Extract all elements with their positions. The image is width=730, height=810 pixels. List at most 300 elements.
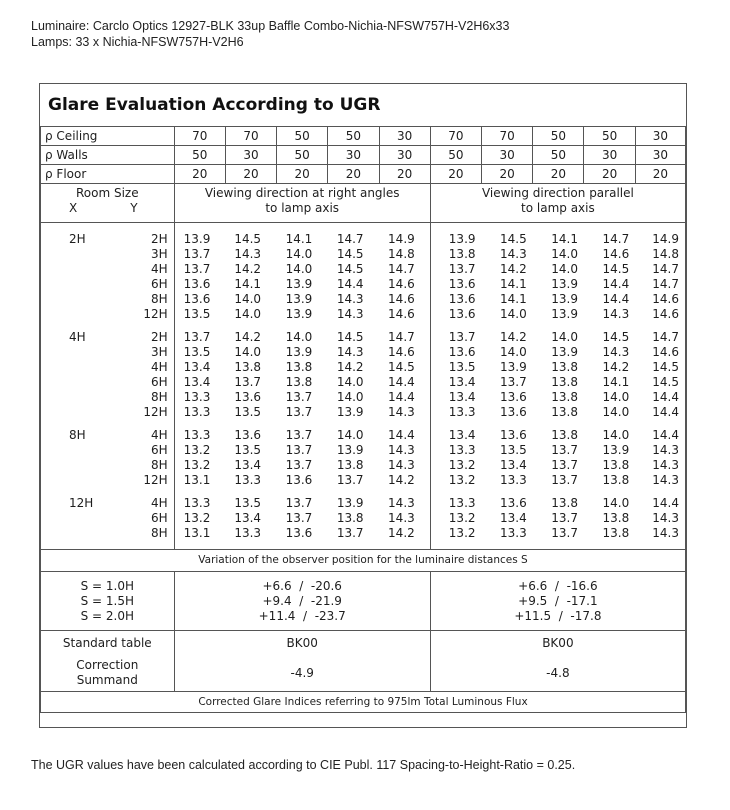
ugr-value: 13.9 xyxy=(551,307,578,321)
room-y-value: 12H xyxy=(143,307,168,321)
ugr-value: 13.5 xyxy=(234,443,262,457)
room-y-value: 12H xyxy=(143,473,168,487)
standard-right: BK00 xyxy=(174,631,430,656)
ugr-value: 13.9 xyxy=(448,232,476,246)
ugr-value: 13.5 xyxy=(500,443,527,457)
ugr-value: 13.3 xyxy=(234,473,262,487)
ugr-value-column xyxy=(533,490,584,550)
ugr-value: 13.9 xyxy=(500,360,527,374)
ugr-value-column xyxy=(225,422,276,490)
ugr-value: 13.7 xyxy=(551,526,578,540)
ugr-value: 13.6 xyxy=(448,292,476,306)
ugr-value: 13.7 xyxy=(336,473,364,487)
ugr-value: 14.0 xyxy=(500,307,527,321)
ugr-value: 14.0 xyxy=(500,345,527,359)
ugr-value: 13.3 xyxy=(500,526,527,540)
ugr-value: 14.9 xyxy=(388,232,415,246)
ugr-value: 14.0 xyxy=(602,405,630,419)
rho-walls-value: 30 xyxy=(328,146,379,165)
room-y-cell xyxy=(127,324,174,422)
ugr-value: 13.6 xyxy=(234,428,262,442)
ugr-value: 14.0 xyxy=(234,345,262,359)
ugr-value: 13.6 xyxy=(500,405,527,419)
ugr-value: 13.8 xyxy=(551,496,578,510)
ugr-table-frame xyxy=(39,83,687,728)
ugr-value: 13.8 xyxy=(551,405,578,419)
ugr-value-column xyxy=(584,490,635,550)
ugr-value-column xyxy=(430,490,481,550)
luminaire-line: Luminaire: Carclo Optics 12927-BLK 33up Baffle Combo-Nichia-NFSW757H-V2H6x33 xyxy=(31,19,510,33)
ugr-value: 13.4 xyxy=(234,511,262,525)
rho-walls-value: 50 xyxy=(430,146,481,165)
ugr-value: 13.5 xyxy=(448,360,476,374)
spacing-label: S = 2.0H xyxy=(80,608,135,623)
ugr-value: 14.3 xyxy=(388,511,415,525)
flux-note-row xyxy=(41,692,686,713)
ugr-value: 13.1 xyxy=(183,526,211,540)
ugr-value: 13.4 xyxy=(448,428,476,442)
ugr-value: 14.0 xyxy=(602,428,630,442)
ugr-value-column xyxy=(277,490,328,550)
ugr-value: 14.0 xyxy=(336,390,364,404)
ugr-value: 13.2 xyxy=(448,511,476,525)
ugr-value-column xyxy=(174,422,225,490)
ugr-value: 14.4 xyxy=(602,277,630,291)
ugr-value-column xyxy=(584,422,635,490)
ugr-value: 14.3 xyxy=(652,443,679,457)
ugr-value: 13.7 xyxy=(285,405,313,419)
rho-floor-value: 20 xyxy=(379,165,430,184)
ugr-value: 14.2 xyxy=(388,526,415,540)
ugr-value-column xyxy=(174,490,225,550)
spacing-label: S = 1.0H xyxy=(80,578,135,593)
variation-note-row xyxy=(41,550,686,572)
room-x-value: 12H xyxy=(69,496,94,510)
ugr-value-column xyxy=(225,490,276,550)
ugr-value: 13.8 xyxy=(336,511,364,525)
ugr-value: 14.2 xyxy=(500,330,527,344)
rho-ceiling-value: 30 xyxy=(379,127,430,146)
ugr-value: 13.9 xyxy=(602,443,630,457)
ugr-value: 13.4 xyxy=(448,375,476,389)
ugr-value-column xyxy=(533,324,584,422)
rho-floor-value: 20 xyxy=(225,165,276,184)
rho-walls-value: 30 xyxy=(225,146,276,165)
room-size-x-label: X xyxy=(69,201,78,215)
ugr-value: 14.0 xyxy=(551,247,578,261)
ugr-value: 13.6 xyxy=(448,345,476,359)
room-size-xy xyxy=(41,201,174,216)
ugr-value: 14.7 xyxy=(602,232,630,246)
ugr-value: 13.5 xyxy=(183,307,211,321)
room-y-value: 4H xyxy=(150,428,168,442)
ugr-value: 14.5 xyxy=(388,360,415,374)
room-y-value: 6H xyxy=(150,375,168,389)
rho-floor-value: 20 xyxy=(482,165,533,184)
rho-floor-value: 20 xyxy=(635,165,685,184)
room-x-cell xyxy=(41,324,127,422)
ugr-value-column xyxy=(277,223,328,325)
ugr-value: 13.7 xyxy=(336,526,364,540)
ugr-value-column xyxy=(584,324,635,422)
room-x-value: 4H xyxy=(69,330,86,344)
ugr-value: 14.5 xyxy=(652,360,679,374)
ugr-value: 13.4 xyxy=(183,375,211,389)
ugr-value: 13.3 xyxy=(500,473,527,487)
room-y-value: 3H xyxy=(150,247,168,261)
rho-walls-value: 50 xyxy=(533,146,584,165)
rho-walls-row xyxy=(41,146,686,165)
ugr-value: 13.7 xyxy=(285,443,313,457)
rho-ceiling-value: 50 xyxy=(277,127,328,146)
rho-ceiling-value: 70 xyxy=(225,127,276,146)
ugr-value: 13.7 xyxy=(551,511,578,525)
ugr-value: 13.7 xyxy=(285,511,313,525)
right-angles-header xyxy=(174,184,430,223)
ugr-value-column xyxy=(635,422,685,490)
ugr-value-column xyxy=(482,324,533,422)
room-y-value: 6H xyxy=(150,277,168,291)
ugr-group-row xyxy=(41,490,686,550)
ugr-value-column xyxy=(328,223,379,325)
room-y-cell xyxy=(127,422,174,490)
ugr-value-column xyxy=(328,422,379,490)
spacing-parallel-value: +11.5 / -17.8 xyxy=(514,608,602,623)
ugr-value: 13.8 xyxy=(234,360,262,374)
ugr-value: 14.3 xyxy=(652,473,679,487)
ugr-value: 14.1 xyxy=(500,277,527,291)
ugr-value: 14.3 xyxy=(500,247,527,261)
ugr-value: 13.9 xyxy=(551,277,578,291)
correction-parallel: -4.8 xyxy=(430,655,685,692)
rho-floor-row xyxy=(41,165,686,184)
spacing-row xyxy=(41,572,686,631)
ugr-value: 13.9 xyxy=(285,292,313,306)
ugr-value: 14.0 xyxy=(234,292,262,306)
room-x-value: 2H xyxy=(69,232,86,246)
ugr-value: 14.1 xyxy=(285,232,313,246)
rho-walls-value: 50 xyxy=(174,146,225,165)
room-y-value: 8H xyxy=(150,292,168,306)
room-y-value: 6H xyxy=(150,511,168,525)
ugr-value: 14.1 xyxy=(234,277,262,291)
ugr-value-column xyxy=(225,324,276,422)
ugr-value: 13.8 xyxy=(551,375,578,389)
ugr-value: 14.3 xyxy=(336,292,364,306)
ugr-value: 14.5 xyxy=(602,330,630,344)
ugr-value-column xyxy=(174,324,225,422)
ugr-value: 14.6 xyxy=(388,345,415,359)
rho-floor-value: 20 xyxy=(584,165,635,184)
ugr-value: 13.6 xyxy=(183,292,211,306)
ugr-value: 14.1 xyxy=(500,292,527,306)
ugr-value: 13.9 xyxy=(336,405,364,419)
ugr-table xyxy=(40,126,686,713)
ugr-value: 13.6 xyxy=(448,307,476,321)
ugr-value-column xyxy=(584,223,635,325)
ugr-value: 13.7 xyxy=(285,390,313,404)
table-title: Glare Evaluation According to UGR xyxy=(48,95,381,115)
room-y-value: 4H xyxy=(150,360,168,374)
ugr-value: 13.4 xyxy=(500,458,527,472)
ugr-value: 13.7 xyxy=(551,473,578,487)
ugr-value: 14.5 xyxy=(336,262,364,276)
rho-ceiling-value: 30 xyxy=(635,127,685,146)
ugr-value-column xyxy=(277,324,328,422)
ugr-value: 14.7 xyxy=(336,232,364,246)
right-angles-line2: to lamp axis xyxy=(265,201,340,215)
ugr-value: 13.2 xyxy=(448,526,476,540)
standard-parallel: BK00 xyxy=(430,631,685,656)
ugr-value-column xyxy=(379,490,430,550)
ugr-value: 13.9 xyxy=(285,277,313,291)
ugr-value: 13.4 xyxy=(234,458,262,472)
correction-right: -4.9 xyxy=(174,655,430,692)
rho-ceiling-row xyxy=(41,127,686,146)
room-y-cell xyxy=(127,490,174,550)
ugr-value: 13.3 xyxy=(448,443,476,457)
ugr-value-column xyxy=(328,324,379,422)
ugr-value: 13.7 xyxy=(183,330,211,344)
ugr-value: 14.8 xyxy=(388,247,415,261)
ugr-value: 14.6 xyxy=(652,345,679,359)
ugr-value: 13.2 xyxy=(448,473,476,487)
ugr-value: 14.2 xyxy=(602,360,630,374)
rho-walls-value: 30 xyxy=(635,146,685,165)
ugr-value: 14.0 xyxy=(234,307,262,321)
ugr-value: 14.4 xyxy=(388,375,415,389)
ugr-value-column xyxy=(379,422,430,490)
rho-floor-value: 20 xyxy=(533,165,584,184)
ugr-value: 13.4 xyxy=(500,511,527,525)
ugr-value: 13.3 xyxy=(183,405,211,419)
ugr-value: 14.4 xyxy=(602,292,630,306)
ugr-value: 14.1 xyxy=(551,232,578,246)
room-y-value: 6H xyxy=(150,443,168,457)
ugr-value: 13.5 xyxy=(234,405,262,419)
ugr-value: 14.9 xyxy=(652,232,679,246)
rho-floor-value: 20 xyxy=(174,165,225,184)
ugr-value: 13.8 xyxy=(602,473,630,487)
ugr-value: 14.5 xyxy=(336,330,364,344)
room-y-value: 2H xyxy=(150,232,168,246)
room-y-value: 8H xyxy=(150,390,168,404)
ugr-value: 14.7 xyxy=(652,262,679,276)
ugr-value: 14.0 xyxy=(602,390,630,404)
ugr-value: 13.6 xyxy=(448,277,476,291)
ugr-value: 14.3 xyxy=(336,345,364,359)
ugr-value: 14.3 xyxy=(388,405,415,419)
ugr-value: 14.4 xyxy=(388,428,415,442)
ugr-value: 13.8 xyxy=(602,526,630,540)
ugr-value: 13.6 xyxy=(285,473,313,487)
variation-note: Variation of the observer position for the luminaire distances S xyxy=(41,550,686,572)
ugr-group-row xyxy=(41,223,686,325)
ugr-value: 14.6 xyxy=(388,307,415,321)
rho-ceiling-value: 50 xyxy=(584,127,635,146)
rho-floor-value: 20 xyxy=(277,165,328,184)
ugr-value: 13.3 xyxy=(183,496,211,510)
room-y-value: 4H xyxy=(150,262,168,276)
room-x-cell xyxy=(41,490,127,550)
parallel-header xyxy=(430,184,685,223)
rho-walls-value: 30 xyxy=(482,146,533,165)
ugr-group-row xyxy=(41,324,686,422)
ugr-value: 13.7 xyxy=(500,375,527,389)
ugr-value: 14.3 xyxy=(388,458,415,472)
ugr-value: 14.3 xyxy=(652,526,679,540)
ugr-value: 14.6 xyxy=(652,292,679,306)
ugr-value: 13.7 xyxy=(183,247,211,261)
ugr-value: 13.9 xyxy=(285,345,313,359)
ugr-value: 14.4 xyxy=(652,496,679,510)
ugr-value: 14.7 xyxy=(388,262,415,276)
ugr-value: 14.0 xyxy=(602,496,630,510)
ugr-value: 13.6 xyxy=(234,390,262,404)
ugr-value: 13.9 xyxy=(336,443,364,457)
view-direction-row xyxy=(41,184,686,223)
ugr-value: 14.5 xyxy=(602,262,630,276)
rho-ceiling-value: 50 xyxy=(533,127,584,146)
correction-label xyxy=(41,655,175,692)
standard-table-row xyxy=(41,631,686,656)
ugr-value: 14.2 xyxy=(234,330,262,344)
ugr-value: 13.9 xyxy=(551,292,578,306)
ugr-value: 13.3 xyxy=(234,526,262,540)
ugr-value: 13.4 xyxy=(448,390,476,404)
ugr-value: 14.3 xyxy=(336,307,364,321)
ugr-value-column xyxy=(482,422,533,490)
ugr-value: 14.6 xyxy=(652,307,679,321)
ugr-value: 14.0 xyxy=(285,247,313,261)
ugr-value-column xyxy=(277,422,328,490)
room-y-value: 12H xyxy=(143,405,168,419)
ugr-value: 13.7 xyxy=(448,262,476,276)
correction-label-line1: Correction xyxy=(76,658,139,672)
ugr-value-column xyxy=(635,490,685,550)
rho-floor-value: 20 xyxy=(430,165,481,184)
ugr-value-column xyxy=(379,223,430,325)
ugr-value: 13.3 xyxy=(448,496,476,510)
ugr-value: 13.8 xyxy=(285,360,313,374)
rho-ceiling-value: 50 xyxy=(328,127,379,146)
footer-note: The UGR values have been calculated according to CIE Publ. 117 Spacing-to-Height-Ratio = 0.25. xyxy=(31,758,576,772)
ugr-value: 14.2 xyxy=(336,360,364,374)
ugr-value: 13.7 xyxy=(183,262,211,276)
ugr-value: 13.3 xyxy=(183,428,211,442)
ugr-value: 13.5 xyxy=(183,345,211,359)
ugr-value: 14.0 xyxy=(551,262,578,276)
rho-ceiling-value: 70 xyxy=(430,127,481,146)
ugr-value: 14.3 xyxy=(388,496,415,510)
ugr-value: 14.2 xyxy=(234,262,262,276)
ugr-group-row xyxy=(41,422,686,490)
room-y-value: 4H xyxy=(150,496,168,510)
ugr-value: 13.9 xyxy=(285,307,313,321)
rho-walls-label: ρ Walls xyxy=(41,146,175,165)
flux-note: Corrected Glare Indices referring to 975lm Total Luminous Flux xyxy=(41,692,686,713)
rho-ceiling-value: 70 xyxy=(174,127,225,146)
lamps-line: Lamps: 33 x Nichia-NFSW757H-V2H6 xyxy=(31,35,244,49)
ugr-value: 14.1 xyxy=(602,375,630,389)
ugr-value: 13.7 xyxy=(285,428,313,442)
ugr-value: 13.2 xyxy=(448,458,476,472)
room-size-label: Room Size xyxy=(75,186,139,200)
ugr-value: 14.3 xyxy=(234,247,262,261)
ugr-value: 14.4 xyxy=(652,405,679,419)
ugr-value: 14.2 xyxy=(500,262,527,276)
ugr-value: 13.8 xyxy=(551,360,578,374)
ugr-value: 14.0 xyxy=(336,428,364,442)
rho-ceiling-label: ρ Ceiling xyxy=(41,127,175,146)
ugr-value: 14.4 xyxy=(336,277,364,291)
rho-walls-value: 30 xyxy=(379,146,430,165)
rho-walls-value: 30 xyxy=(584,146,635,165)
ugr-value-column xyxy=(482,223,533,325)
ugr-value-column xyxy=(482,490,533,550)
ugr-value: 13.2 xyxy=(183,458,211,472)
standard-table-label: Standard table xyxy=(41,631,175,656)
ugr-value: 13.8 xyxy=(551,428,578,442)
room-size-y-label: Y xyxy=(130,201,138,215)
ugr-value: 14.0 xyxy=(285,330,313,344)
parallel-line2: to lamp axis xyxy=(521,201,595,215)
ugr-value: 14.6 xyxy=(388,277,415,291)
spacing-parallel-value: +6.6 / -16.6 xyxy=(518,578,598,593)
ugr-value: 13.8 xyxy=(551,390,578,404)
ugr-value-column xyxy=(174,223,225,325)
ugr-value: 13.1 xyxy=(183,473,211,487)
rho-floor-label: ρ Floor xyxy=(41,165,175,184)
ugr-value: 13.9 xyxy=(551,345,578,359)
ugr-value: 13.7 xyxy=(285,458,313,472)
ugr-value: 14.7 xyxy=(652,277,679,291)
ugr-value: 13.8 xyxy=(602,511,630,525)
ugr-value: 14.3 xyxy=(602,345,630,359)
room-y-value: 2H xyxy=(150,330,168,344)
ugr-value: 13.9 xyxy=(336,496,364,510)
ugr-value: 14.0 xyxy=(551,330,578,344)
ugr-value: 14.5 xyxy=(234,232,262,246)
correction-row xyxy=(41,655,686,692)
parallel-line1: Viewing direction parallel xyxy=(481,186,634,200)
ugr-value: 13.6 xyxy=(183,277,211,291)
ugr-value-column xyxy=(533,422,584,490)
ugr-value: 13.6 xyxy=(500,496,527,510)
spacing-label: S = 1.5H xyxy=(80,593,135,608)
rho-walls-value: 50 xyxy=(277,146,328,165)
ugr-value: 14.3 xyxy=(388,443,415,457)
ugr-value: 13.6 xyxy=(285,526,313,540)
ugr-value: 14.3 xyxy=(602,307,630,321)
ugr-value-column xyxy=(430,324,481,422)
ugr-value: 14.3 xyxy=(652,511,679,525)
spacing-right-value: +6.6 / -20.6 xyxy=(262,578,342,593)
ugr-value-column xyxy=(430,422,481,490)
ugr-value: 13.7 xyxy=(448,330,476,344)
ugr-value: 13.2 xyxy=(183,443,211,457)
ugr-value: 14.8 xyxy=(652,247,679,261)
correction-label-line2: Summand xyxy=(76,673,138,687)
room-x-value: 8H xyxy=(69,428,86,442)
ugr-value: 14.6 xyxy=(602,247,630,261)
room-y-value: 3H xyxy=(150,345,168,359)
ugr-value: 14.3 xyxy=(652,458,679,472)
ugr-value: 13.5 xyxy=(234,496,262,510)
ugr-value: 13.6 xyxy=(500,428,527,442)
spacing-right-values xyxy=(174,572,430,631)
ugr-value-column xyxy=(533,223,584,325)
